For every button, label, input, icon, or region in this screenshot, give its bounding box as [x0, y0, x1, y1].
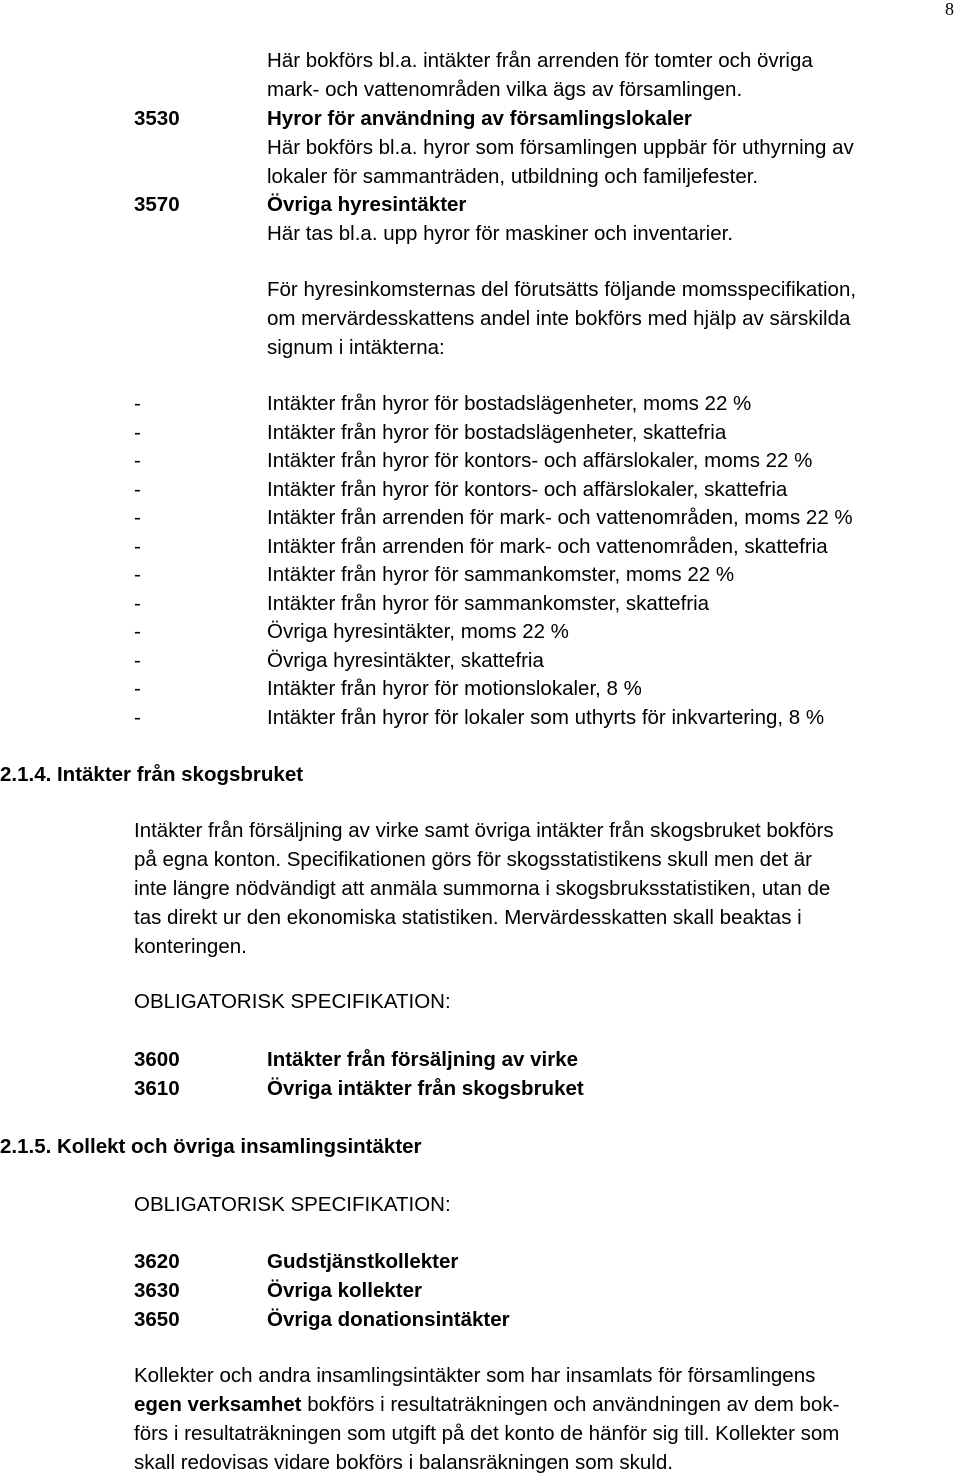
list-bullet: - [134, 620, 141, 643]
skogsbruk-paragraph [134, 816, 956, 961]
account-title-3530: Hyror för användning av församlingslokaler [267, 107, 692, 130]
list-bullet: - [134, 392, 141, 415]
list-item: Intäkter från hyror för sammankomster, moms 22 % [267, 563, 735, 586]
account-code-3570: 3570 [134, 193, 180, 216]
paragraph-line: Intäkter från försäljning av virke samt övriga intäkter från skogsbruket bokförs [134, 819, 834, 842]
list-item: Övriga hyresintäkter, skattefria [267, 649, 544, 672]
paragraph-line: tas direkt ur den ekonomiska statistiken. Mervärdesskatten skall beaktas i [134, 906, 802, 929]
vat-intro-line-3: signum i intäkterna: [267, 336, 445, 359]
list-bullet: - [134, 421, 141, 444]
list-bullet: - [134, 677, 141, 700]
list-bullet: - [134, 506, 141, 529]
list-bullet: - [134, 478, 141, 501]
list-item: Intäkter från hyror för motionslokaler, 8 % [267, 677, 642, 700]
list-item: Intäkter från hyror för bostadslägenheter, moms 22 % [267, 392, 752, 415]
account-title-3610: Övriga intäkter från skogsbruket [267, 1077, 584, 1100]
list-item: Intäkter från arrenden för mark- och vattenområden, moms 22 % [267, 506, 853, 529]
paragraph-line: på egna konton. Specifikationen görs för skogsstatistikens skull men det är [134, 848, 813, 871]
account-code-3630: 3630 [134, 1279, 180, 1302]
account-title-3600: Intäkter från försäljning av virke [267, 1048, 579, 1071]
list-bullet: - [134, 449, 141, 472]
paragraph-line: skall redovisas vidare bokförs i balansräkningen som skuld. [134, 1451, 673, 1474]
vat-intro-line-1: För hyresinkomsternas del förutsätts följande momsspecifikation, [267, 278, 857, 301]
desc-3530-line-2: lokaler för sammanträden, utbildning och familjefester. [267, 165, 759, 188]
section-heading-2-1-4: 2.1.4. Intäkter från skogsbruket [0, 763, 304, 786]
paragraph-line [134, 1390, 956, 1419]
account-code-3600: 3600 [134, 1048, 180, 1071]
account-title-3620: Gudstjänstkollekter [267, 1250, 459, 1273]
page-number: 8 [945, 0, 954, 19]
intro-line-1: Här bokförs bl.a. intäkter från arrenden för tomter och övriga [267, 49, 813, 72]
desc-3570: Här tas bl.a. upp hyror för maskiner och inventarier. [267, 222, 734, 245]
list-item: Intäkter från hyror för sammankomster, skattefria [267, 592, 710, 615]
account-code-3650: 3650 [134, 1308, 180, 1331]
list-bullet: - [134, 592, 141, 615]
kollekt-paragraph [134, 1361, 956, 1477]
paragraph-line: konteringen. [134, 935, 247, 958]
emphasis-text: egen verksamhet [134, 1393, 302, 1416]
section-heading-2-1-5: 2.1.5. Kollekt och övriga insamlingsintäkter [0, 1135, 422, 1158]
list-bullet: - [134, 649, 141, 672]
account-title-3630: Övriga kollekter [267, 1279, 422, 1302]
list-item: Intäkter från hyror för lokaler som uthyrts för inkvartering, 8 % [267, 706, 825, 729]
list-bullet: - [134, 563, 141, 586]
account-code-3610: 3610 [134, 1077, 180, 1100]
spec-label-2-1-5: OBLIGATORISK SPECIFIKATION: [134, 1193, 451, 1216]
paragraph-line-rest: bokförs i resultaträkningen och användningen av dem bok- [301, 1393, 840, 1416]
account-code-3530: 3530 [134, 107, 180, 130]
spec-label-2-1-4: OBLIGATORISK SPECIFIKATION: [134, 990, 451, 1013]
list-item: Övriga hyresintäkter, moms 22 % [267, 620, 569, 643]
list-item: Intäkter från hyror för kontors- och affärslokaler, moms 22 % [267, 449, 813, 472]
desc-3530-line-1: Här bokförs bl.a. hyror som församlingen uppbär för uthyrning av [267, 136, 854, 159]
list-item: Intäkter från hyror för bostadslägenheter, skattefria [267, 421, 727, 444]
list-bullet: - [134, 535, 141, 558]
paragraph-line: inte längre nödvändigt att anmäla summorna i skogsbruksstatistiken, utan de [134, 877, 831, 900]
paragraph-line: förs i resultaträkningen som utgift på det konto de hänför sig till. Kollekter som [134, 1422, 840, 1445]
list-item: Intäkter från hyror för kontors- och affärslokaler, skattefria [267, 478, 788, 501]
intro-line-2: mark- och vattenområden vilka ägs av församlingen. [267, 78, 743, 101]
account-code-3620: 3620 [134, 1250, 180, 1273]
account-title-3570: Övriga hyresintäkter [267, 193, 467, 216]
list-bullet: - [134, 706, 141, 729]
vat-intro-line-2: om mervärdesskattens andel inte bokförs med hjälp av särskilda [267, 307, 851, 330]
list-item: Intäkter från arrenden för mark- och vattenområden, skattefria [267, 535, 828, 558]
paragraph-line: Kollekter och andra insamlingsintäkter som har insamlats för församlingens [134, 1364, 816, 1387]
account-title-3650: Övriga donationsintäkter [267, 1308, 510, 1331]
